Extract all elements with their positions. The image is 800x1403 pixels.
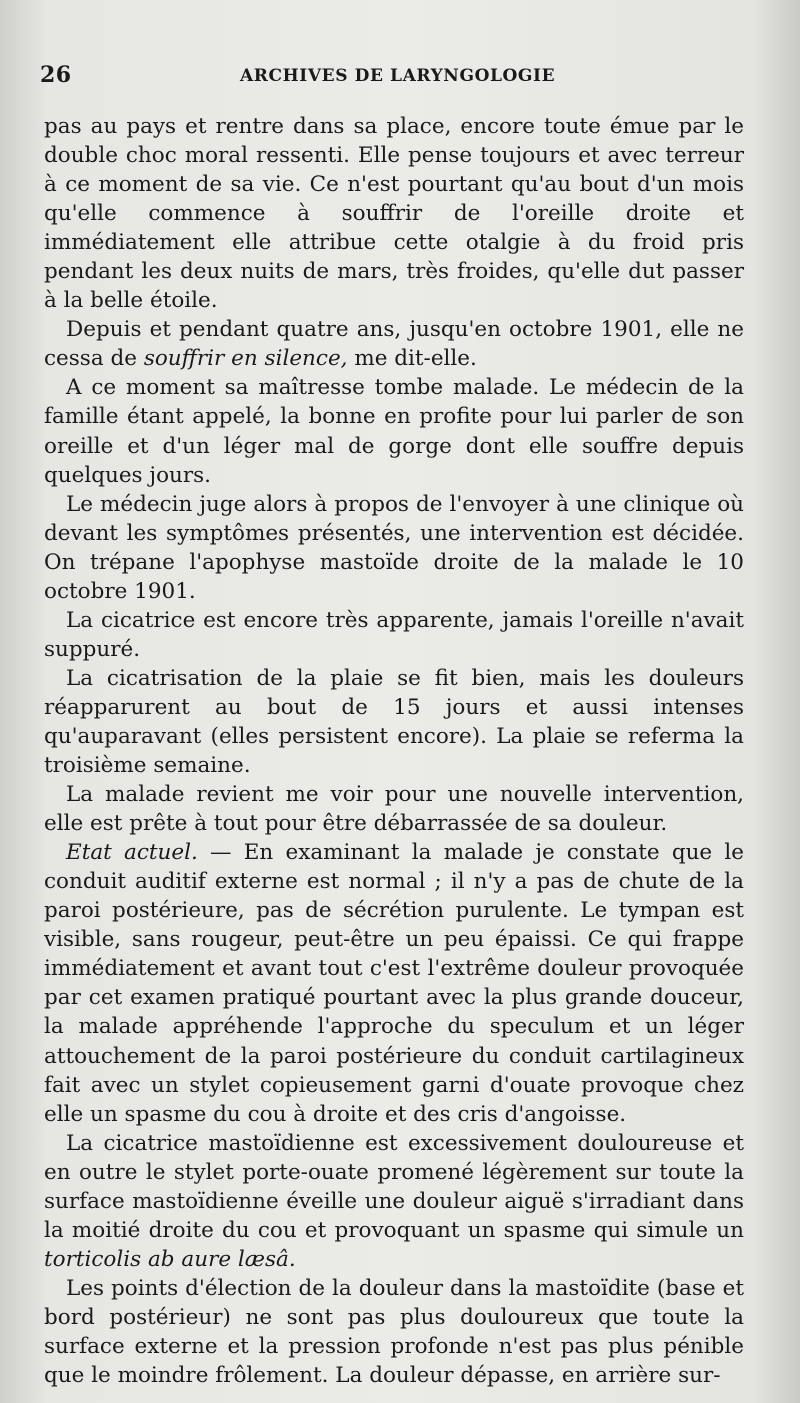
page-number: 26: [40, 62, 72, 88]
paragraph-1: [44, 112, 744, 315]
paragraph-7: [44, 780, 744, 838]
italic-phrase: torticolis ab aure læsâ.: [44, 1246, 296, 1272]
paragraph-text: Le médecin juge alors à propos de l'envoyer à une clinique où devant les symptômes présentés, une intervention est décidée. On trépane l'apophyse mastoïde droite de la malade le 10 octobre 1901.: [44, 491, 744, 604]
paragraph-text: pas au pays et rentre dans sa place, encore toute émue par le double choc moral ressenti. Elle pense toujours et avec terreur à ce moment de sa vie. Ce n'est pourtant qu'au bout d'un mois qu'elle commence à souffrir de l'oreille droite et immédiatement elle attribue cette otalgie à du froid pris pendant les deux nuits de mars, très froides, qu'elle dut passer à la belle étoile.: [44, 114, 744, 314]
paragraph-3: [44, 373, 744, 489]
paragraph-10: [44, 1274, 744, 1390]
paragraph-text: A ce moment sa maîtresse tombe malade. Le médecin de la famille étant appelé, la bonne en profite pour lui parler de son oreille et d'un léger mal de gorge dont elle souffre depuis quelques jours.: [44, 375, 744, 488]
paragraph-8: [44, 838, 744, 1128]
paragraph-9: [44, 1129, 744, 1274]
paragraph-4: [44, 490, 744, 606]
italic-heading: Etat actuel.: [66, 840, 198, 866]
running-title: ARCHIVES DE LARYNGOLOGIE: [240, 66, 556, 86]
paragraph-5: [44, 606, 744, 664]
paragraph-text: La cicatrice mastoïdienne est excessivement douloureuse et en outre le stylet porte-ouate promené légèrement sur toute la surface mastoïdienne éveille une douleur aiguë s'irradiant dans la moitié droite du cou et provoquant un spasme qui simule un: [44, 1130, 744, 1243]
paragraph-text: me dit-elle.: [347, 346, 477, 372]
body-text: [44, 112, 744, 1390]
paragraph-text: La cicatrice est encore très apparente, jamais l'oreille n'avait suppuré.: [44, 607, 744, 662]
paragraph-text: Les points d'élection de la douleur dans la mastoïdite (base et bord postérieur) ne sont pas plus douloureux que toute la surface externe et la pression profonde n'est pas plus pénible que le moindre frôlement. La douleur dépasse, en arrière sur-: [44, 1275, 744, 1389]
paragraph-text: — En examinant la malade je constate que le conduit auditif externe est normal ; il n'y a pas de chute de la paroi postérieure, pas de sécrétion purulente. Le tympan est visible, sans rougeur, peut-être un peu épaissi. Ce qui frappe immédiatement et avant tout c'est l'extrême douleur provoquée par cet examen pratiqué pourtant avec la plus grande douceur, la malade appréhende l'approche du speculum et un léger attouchement de la paroi postérieure du conduit cartilagineux fait avec un stylet copieusement garni d'ouate provoque chez elle un spasme du cou à droite et des cris d'angoisse.: [44, 840, 744, 1127]
paragraph-text: La malade revient me voir pour une nouvelle intervention, elle est prête à tout pour être débarrassée de sa douleur.: [44, 782, 744, 837]
paragraph-6: [44, 664, 744, 780]
paragraph-2: [44, 315, 744, 373]
page-header: [40, 62, 760, 92]
italic-phrase: souffrir en silence,: [143, 346, 348, 372]
paragraph-text: La cicatrisation de la plaie se fit bien, mais les douleurs réapparurent au bout de 15 jours et aussi intenses qu'auparavant (elles persistent encore). La plaie se referma la troisième semaine.: [44, 665, 744, 779]
paragraph-text: Depuis et pendant quatre ans, jusqu'en octobre 1901, elle ne cessa de: [44, 317, 744, 372]
